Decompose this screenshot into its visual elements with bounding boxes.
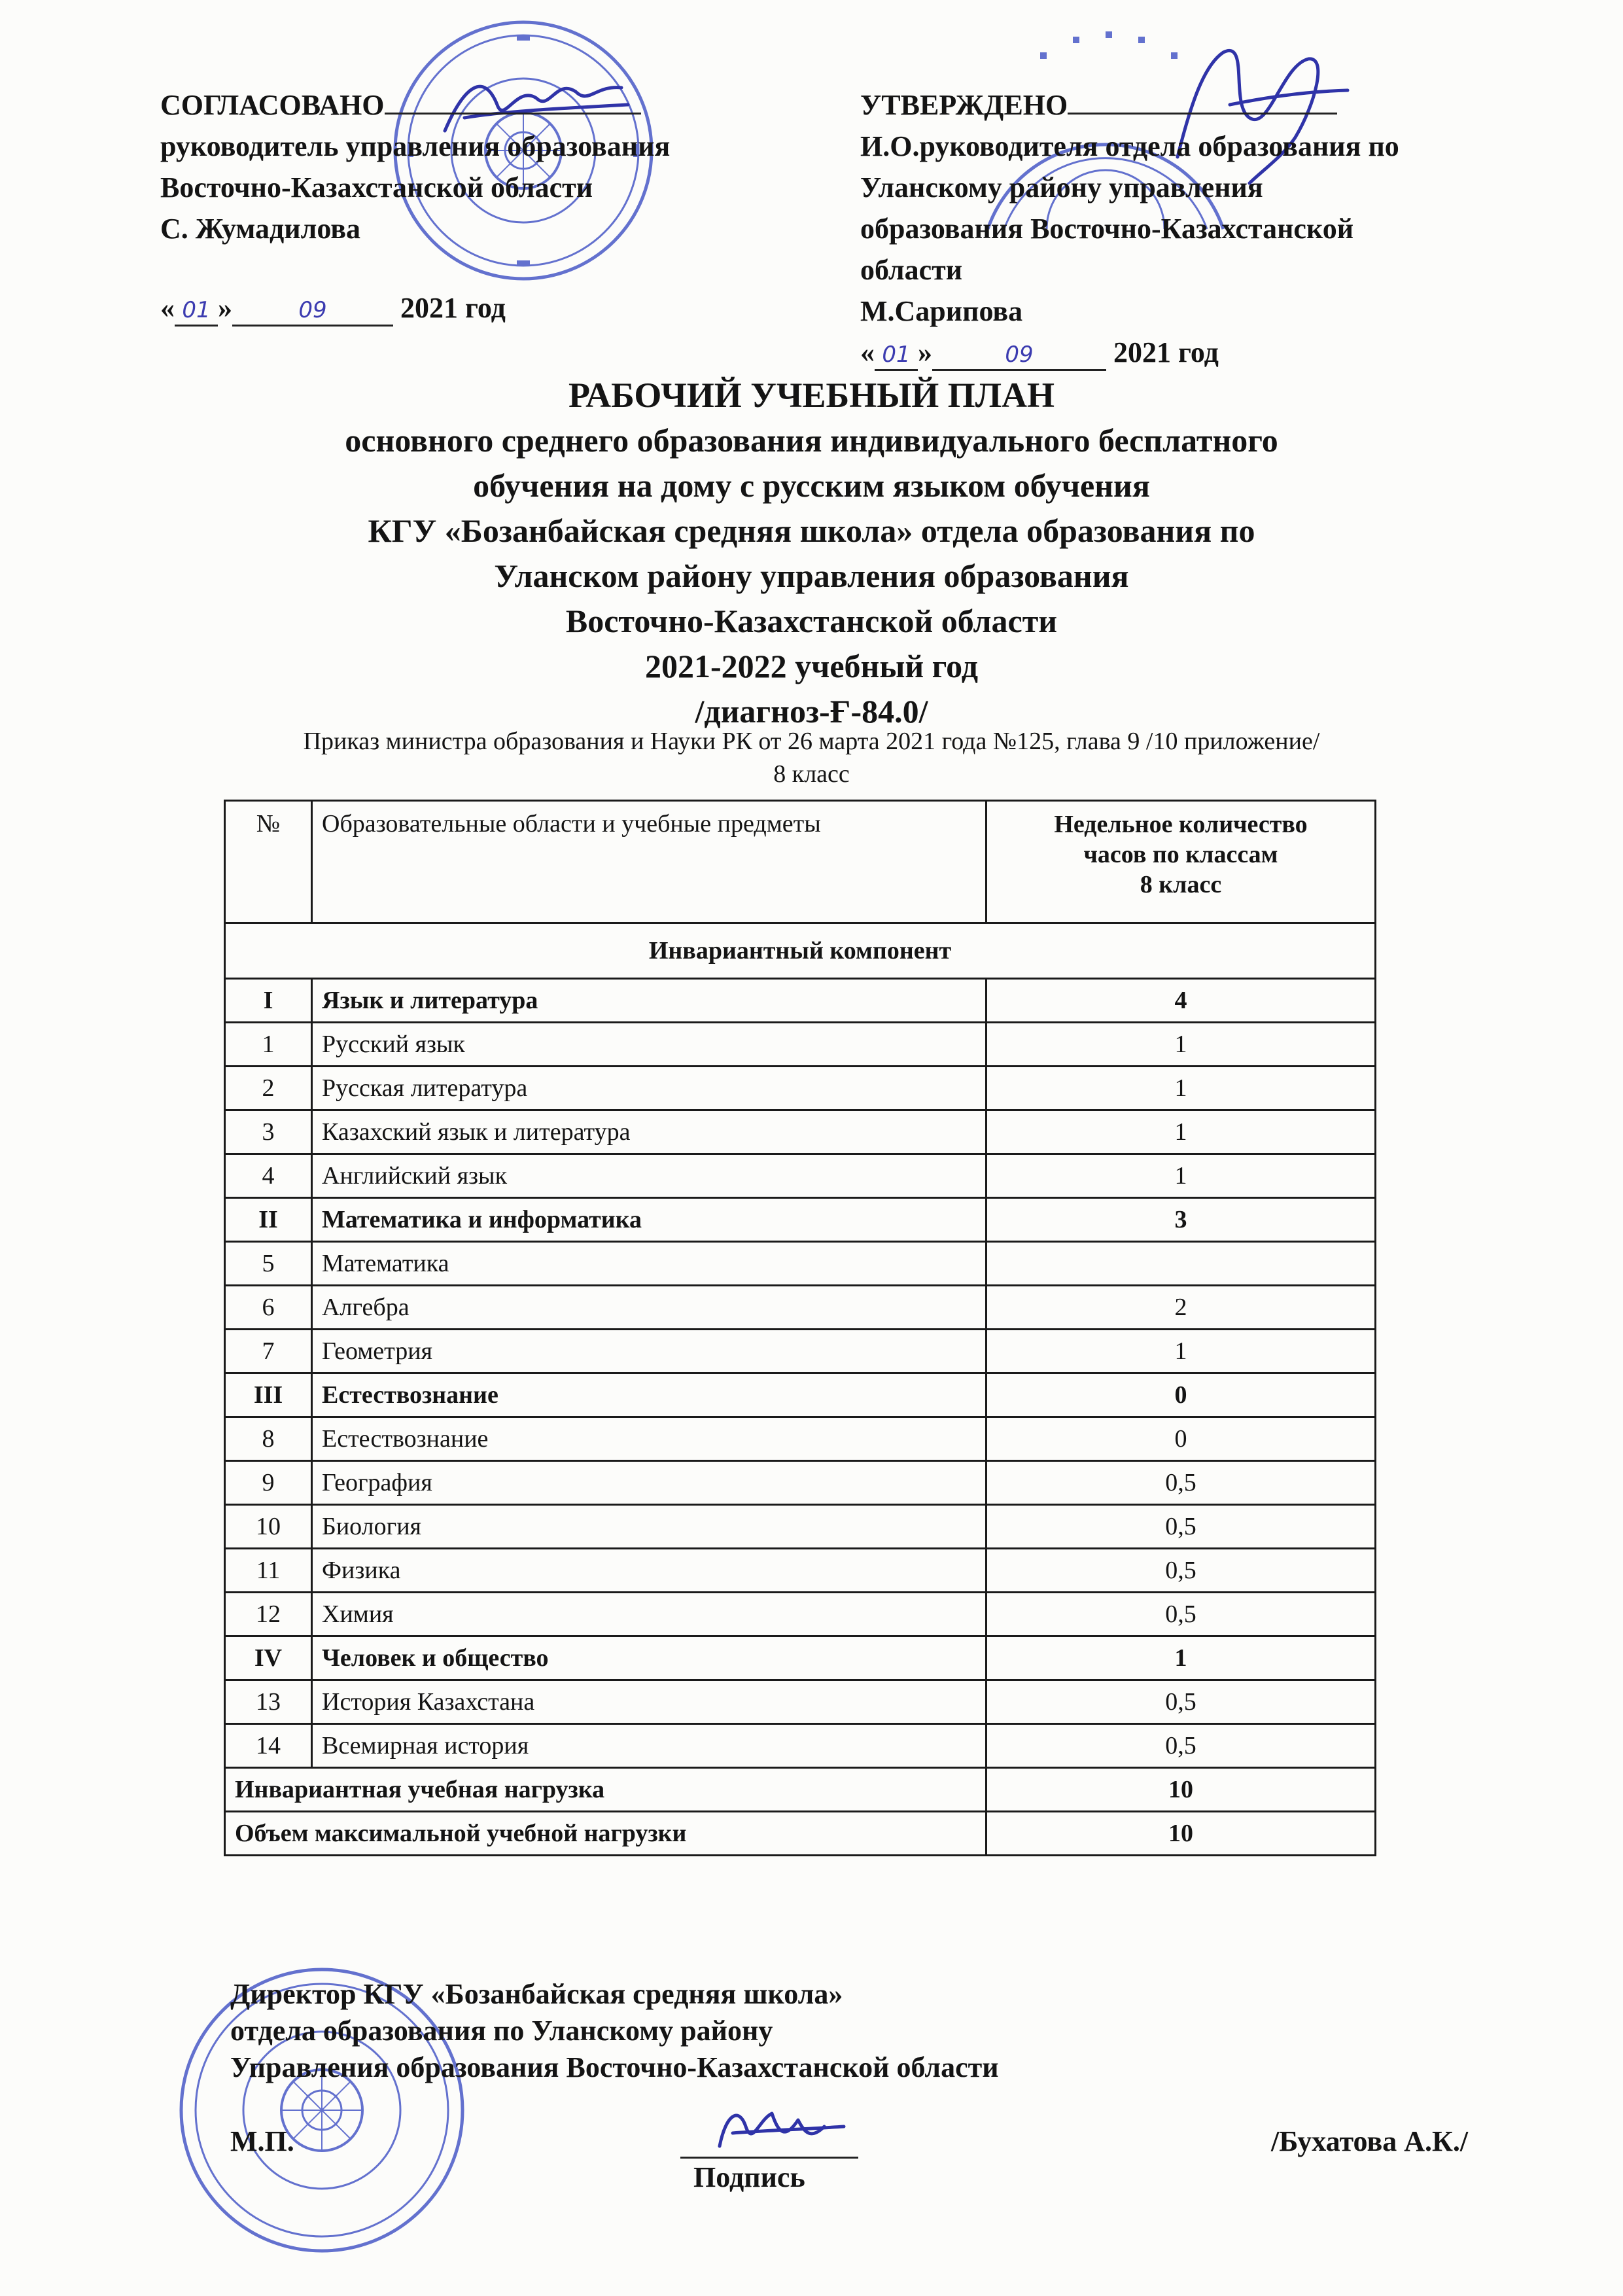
approval-right-date-year: 2021 год	[1113, 336, 1219, 368]
total-label: Инвариантная учебная нагрузка	[225, 1768, 986, 1812]
cell-subject: Русский язык	[312, 1023, 986, 1067]
cell-num: 6	[225, 1286, 312, 1330]
subject-row	[225, 1593, 1376, 1636]
cell-hours: 0,5	[986, 1505, 1376, 1549]
total-row	[225, 1812, 1376, 1856]
cell-subject: Геометрия	[312, 1330, 986, 1373]
title-line-2: обучения на дому с русским языком обучения	[473, 467, 1150, 504]
cell-hours: 0,5	[986, 1593, 1376, 1636]
title-line-6: 2021-2022 учебный год	[644, 648, 978, 684]
cell-num: 7	[225, 1330, 312, 1373]
section-row	[225, 923, 1376, 979]
cell-num: IV	[225, 1636, 312, 1680]
subject-row	[225, 1154, 1376, 1198]
cell-subject: География	[312, 1461, 986, 1505]
cell-subject: Язык и литература	[312, 979, 986, 1023]
cell-hours: 0	[986, 1417, 1376, 1461]
cell-num: III	[225, 1373, 312, 1417]
cell-num: 12	[225, 1593, 312, 1636]
subject-row	[225, 1724, 1376, 1768]
subject-row	[225, 1505, 1376, 1549]
cell-subject: Естествознание	[312, 1373, 986, 1417]
approval-right-line-1: И.О.руководителя отдела образования по	[860, 130, 1399, 162]
director-line-2: отдела образования по Уланскому району	[230, 2015, 773, 2047]
director-line-3: Управления образования Восточно-Казахстанской области	[230, 2051, 999, 2083]
cell-num: 5	[225, 1242, 312, 1286]
cell-subject: Естествознание	[312, 1417, 986, 1461]
order-class: 8 класс	[773, 760, 850, 788]
cell-num: 8	[225, 1417, 312, 1461]
approval-right-line-2: Уланскому району управления	[860, 171, 1263, 203]
signature-line	[680, 2130, 858, 2159]
area-row	[225, 1636, 1376, 1680]
approval-right-signature-line	[1068, 84, 1337, 115]
cell-num: 1	[225, 1023, 312, 1067]
cell-subject: Казахский язык и литература	[312, 1110, 986, 1154]
cell-num: 10	[225, 1505, 312, 1549]
cell-num: II	[225, 1198, 312, 1242]
order-reference	[0, 725, 1623, 790]
area-row	[225, 979, 1376, 1023]
subject-row	[225, 1680, 1376, 1724]
cell-hours: 0	[986, 1373, 1376, 1417]
title-line-4: Уланском району управления образования	[494, 557, 1129, 594]
approval-left	[160, 84, 670, 328]
approval-right-line-3: образования Восточно-Казахстанской	[860, 213, 1354, 245]
area-row	[225, 1373, 1376, 1417]
approval-left-date-year: 2021 год	[400, 292, 506, 324]
subject-row	[225, 1461, 1376, 1505]
title-main: РАБОЧИЙ УЧЕБНЫЙ ПЛАН	[568, 376, 1055, 415]
cell-hours	[986, 1242, 1376, 1286]
cell-num: 3	[225, 1110, 312, 1154]
order-text: Приказ министра образования и Науки РК от 26 марта 2021 года №125, глава 9 /10 приложение/	[303, 728, 1320, 755]
title-line-7: /диагноз-Ғ-84.0/	[695, 693, 928, 730]
director-name: /Бухатова А.К./	[1271, 2125, 1469, 2157]
approval-left-date-day: 01	[175, 296, 218, 327]
cell-subject: История Казахстана	[312, 1680, 986, 1724]
cell-subject: Физика	[312, 1549, 986, 1593]
cell-hours: 0,5	[986, 1680, 1376, 1724]
approval-right-line-4: области	[860, 254, 963, 286]
cell-subject: Математика	[312, 1242, 986, 1286]
total-label: Объем максимальной учебной нагрузки	[225, 1812, 986, 1856]
subject-row	[225, 1417, 1376, 1461]
director-line-1: Директор КГУ «Бозанбайская средняя школа»	[230, 1978, 843, 2010]
approval-left-line-1: руководитель управления образования	[160, 130, 671, 162]
seal-place-label: М.П.	[230, 2125, 294, 2157]
table-header-row	[225, 801, 1376, 923]
director-block	[230, 1976, 999, 2086]
title-line-3: КГУ «Бозанбайская средняя школа» отдела образования по	[368, 512, 1255, 549]
cell-subject: Алгебра	[312, 1286, 986, 1330]
total-hours: 10	[986, 1812, 1376, 1856]
cell-subject: Человек и общество	[312, 1636, 986, 1680]
subject-row	[225, 1067, 1376, 1110]
cell-hours: 0,5	[986, 1549, 1376, 1593]
cell-hours: 4	[986, 979, 1376, 1023]
cell-subject: Биология	[312, 1505, 986, 1549]
area-row	[225, 1198, 1376, 1242]
approval-left-date-month: 09	[232, 296, 393, 327]
signature-label: Подпись	[693, 2161, 805, 2193]
title-line-5: Восточно-Казахстанской области	[565, 603, 1058, 639]
approval-right-date: « 01 » 09 2021 год	[860, 332, 1399, 373]
subject-row	[225, 1023, 1376, 1067]
approval-left-line-3: С. Жумадилова	[160, 213, 360, 245]
approval-right-date-month: 09	[932, 340, 1106, 371]
cell-hours: 2	[986, 1286, 1376, 1330]
subject-row	[225, 1110, 1376, 1154]
total-hours: 10	[986, 1768, 1376, 1812]
cell-hours: 1	[986, 1330, 1376, 1373]
header-subject: Образовательные области и учебные предметы	[312, 801, 986, 923]
cell-hours: 0,5	[986, 1724, 1376, 1768]
cell-num: 14	[225, 1724, 312, 1768]
cell-hours: 1	[986, 1067, 1376, 1110]
cell-subject: Математика и информатика	[312, 1198, 986, 1242]
approval-left-signature-line	[385, 84, 641, 115]
cell-hours: 0,5	[986, 1461, 1376, 1505]
cell-hours: 1	[986, 1154, 1376, 1198]
curriculum-table	[224, 800, 1376, 1856]
approval-right	[860, 84, 1399, 373]
document-title	[0, 373, 1623, 734]
cell-num: 9	[225, 1461, 312, 1505]
approval-left-date: « 01 » 09 2021 год	[160, 287, 670, 328]
total-row	[225, 1768, 1376, 1812]
cell-num: 13	[225, 1680, 312, 1724]
cell-subject: Химия	[312, 1593, 986, 1636]
cell-num: 2	[225, 1067, 312, 1110]
cell-hours: 1	[986, 1636, 1376, 1680]
subject-row	[225, 1549, 1376, 1593]
cell-num: 4	[225, 1154, 312, 1198]
cell-subject: Английский язык	[312, 1154, 986, 1198]
cell-num: 11	[225, 1549, 312, 1593]
cell-subject: Русская литература	[312, 1067, 986, 1110]
approval-right-line-5: М.Сарипова	[860, 295, 1023, 327]
cell-num: I	[225, 979, 312, 1023]
cell-subject: Всемирная история	[312, 1724, 986, 1768]
approval-right-date-day: 01	[875, 340, 918, 371]
approval-left-line-2: Восточно-Казахстанской области	[160, 171, 593, 203]
title-line-1: основного среднего образования индивидуального бесплатного	[345, 422, 1278, 459]
cell-hours: 1	[986, 1110, 1376, 1154]
section-label: Инвариантный компонент	[225, 923, 1376, 979]
cell-hours: 3	[986, 1198, 1376, 1242]
header-num: №	[225, 801, 312, 923]
cell-hours: 1	[986, 1023, 1376, 1067]
subject-row	[225, 1286, 1376, 1330]
header-hours: Недельное количество часов по классам 8 класс	[986, 801, 1376, 923]
subject-row	[225, 1330, 1376, 1373]
approval-right-heading: УТВЕРЖДЕНО	[860, 89, 1068, 121]
approval-left-heading: СОГЛАСОВАНО	[160, 89, 385, 121]
subject-row	[225, 1242, 1376, 1286]
